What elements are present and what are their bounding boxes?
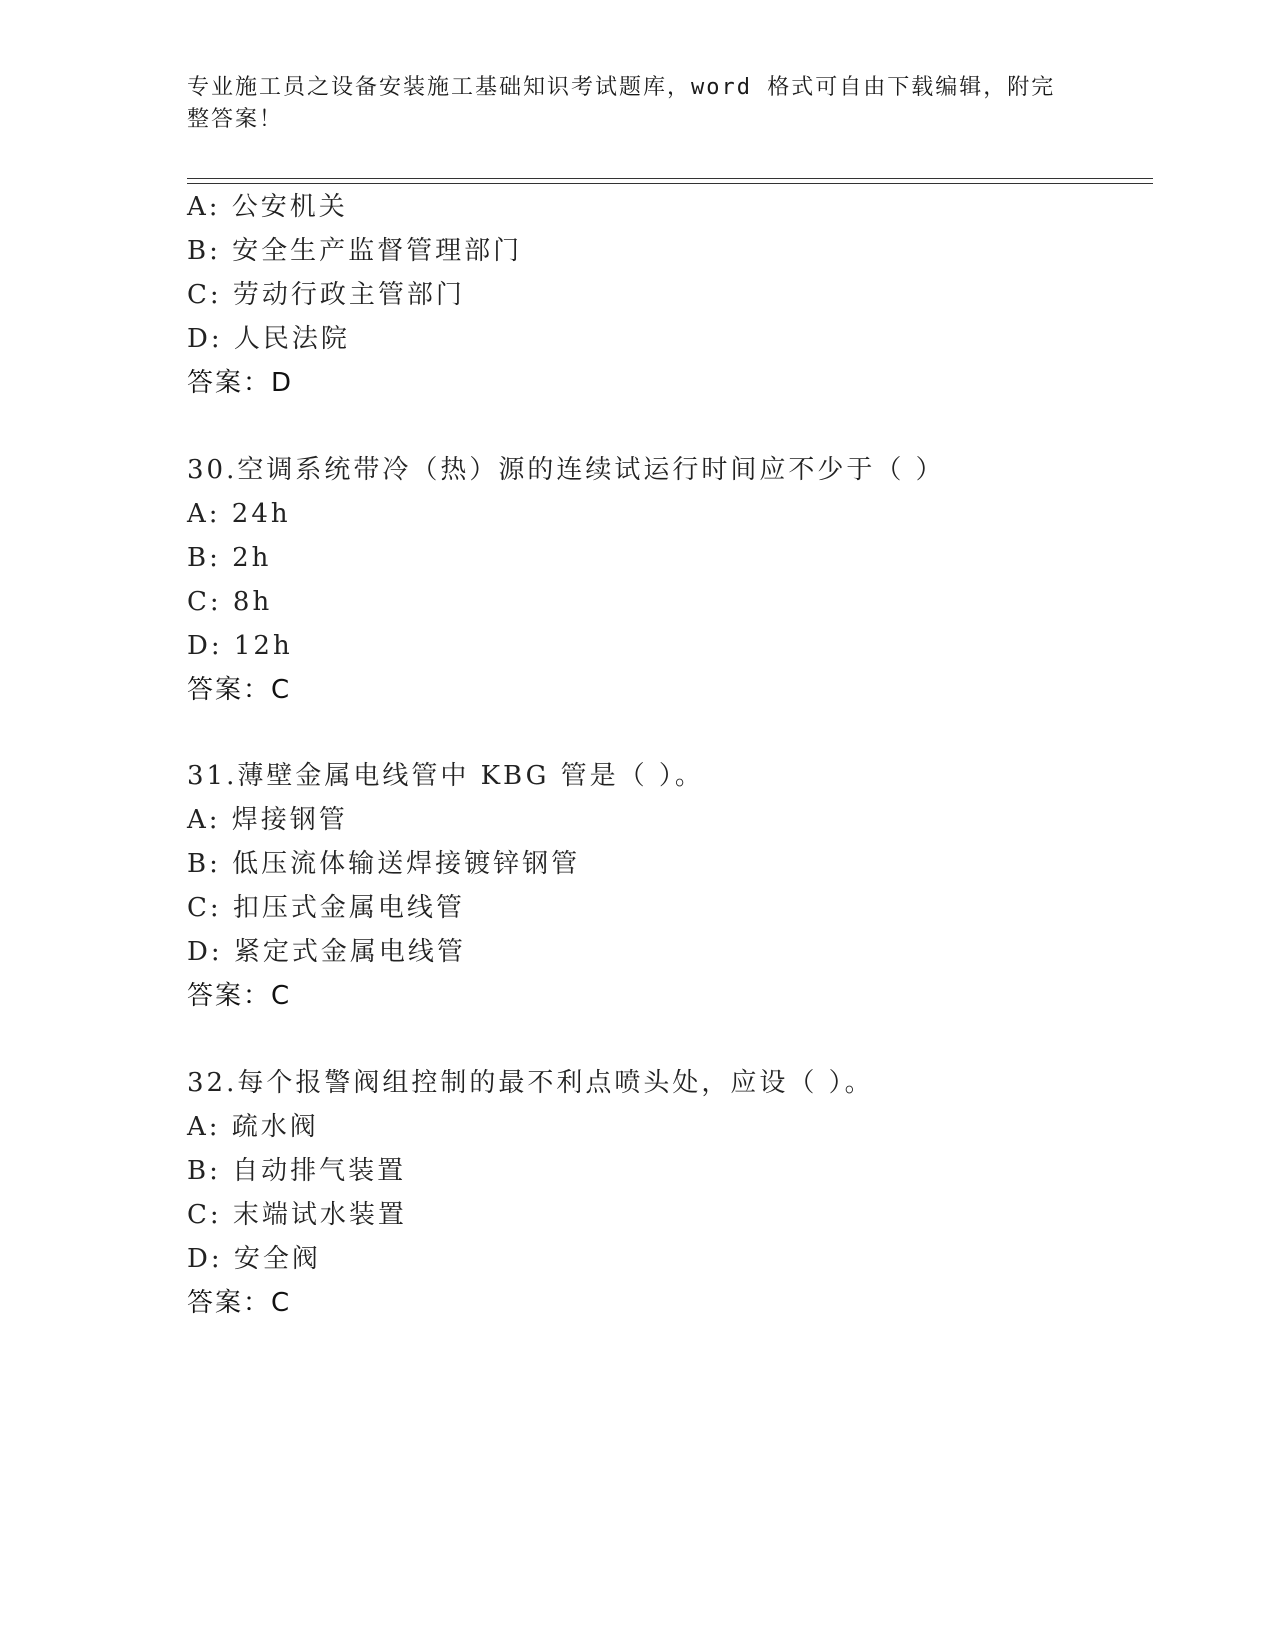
q30-option-b: B: 2h [187, 543, 272, 573]
q32-option-c: C: 末端试水装置 [187, 1200, 407, 1230]
q31-question: 31.薄壁金属电线管中 KBG 管是（ ）。 [187, 761, 704, 791]
q29-option-c: C: 劳动行政主管部门 [187, 280, 465, 310]
q31-option-a: A: 焊接钢管 [187, 805, 348, 835]
q30-option-c: C: 8h [187, 587, 273, 617]
header-divider-top [187, 178, 1153, 179]
q32-option-d: D: 安全阀 [187, 1244, 321, 1274]
document-header [187, 72, 1067, 136]
q32-answer: 答案：C [187, 1288, 292, 1318]
q32-option-a: A: 疏水阀 [187, 1112, 319, 1142]
q29-option-d: D: 人民法院 [187, 324, 350, 354]
header-divider-bottom [187, 183, 1153, 184]
q32-question: 32.每个报警阀组控制的最不利点喷头处，应设（ ）。 [187, 1068, 874, 1098]
q29-answer: 答案：D [187, 368, 294, 398]
q31-option-c: C: 扣压式金属电线管 [187, 893, 465, 923]
q30-answer: 答案：C [187, 675, 292, 705]
q29-option-b: B: 安全生产监督管理部门 [187, 236, 523, 266]
q30-option-a: A: 24h [187, 499, 291, 529]
q31-option-b: B: 低压流体输送焊接镀锌钢管 [187, 849, 581, 879]
header-line-2: 整答案！ [187, 107, 284, 132]
q30-option-d: D: 12h [187, 631, 293, 661]
q32-option-b: B: 自动排气装置 [187, 1156, 407, 1186]
q31-answer: 答案：C [187, 981, 292, 1011]
header-line-1: 专业施工员之设备安装施工基础知识考试题库，word 格式可自由下载编辑，附完 [187, 75, 1056, 100]
q31-option-d: D: 紧定式金属电线管 [187, 937, 466, 967]
q30-question: 30.空调系统带冷（热）源的连续试运行时间应不少于（ ） [187, 455, 945, 485]
q29-option-a: A: 公安机关 [187, 192, 348, 222]
